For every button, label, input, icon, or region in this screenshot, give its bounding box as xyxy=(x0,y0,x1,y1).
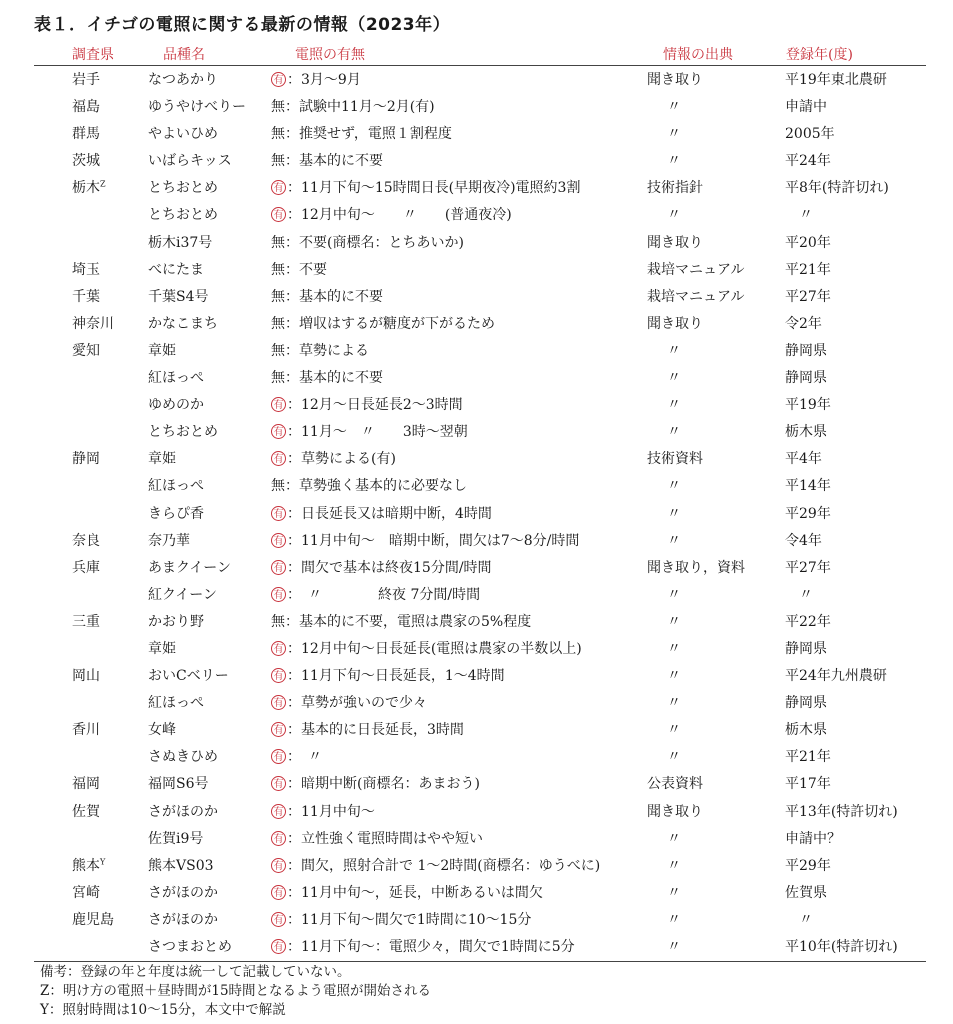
cell-pref xyxy=(72,284,100,311)
cell-pref xyxy=(72,717,100,744)
cell-year: 〃 xyxy=(785,586,813,603)
cell-lighting xyxy=(271,609,531,636)
cell-source: 〃 xyxy=(667,939,681,955)
cell-variety: 紅ほっぺ xyxy=(148,370,204,387)
cell-pref xyxy=(72,121,100,148)
header-year: 登録年(度) xyxy=(786,47,853,63)
cell-source: 聞き取り xyxy=(647,315,703,332)
cell-pref xyxy=(72,771,100,798)
table-row xyxy=(0,636,953,663)
cell-lighting xyxy=(271,392,463,419)
table-row xyxy=(0,338,953,365)
pref-text: 群馬 xyxy=(72,126,100,143)
lighting-text: 無：増収はするが糖度が下がるため xyxy=(271,315,495,332)
cell-variety: いばらキッス xyxy=(148,153,232,170)
note-y: Y：照射時間は10～15分，本文中で解説 xyxy=(40,1002,286,1018)
lighting-text: ：12月中旬～日長延長(電照は農家の半数以上) xyxy=(287,640,582,657)
cell-lighting xyxy=(271,799,375,826)
table-row xyxy=(0,257,953,284)
cell-year: 2005年 xyxy=(785,126,835,143)
pref-text: 宮崎 xyxy=(72,884,100,901)
lighting-text: ：11月下旬～間欠で1時間に10～15分 xyxy=(287,911,532,928)
cell-source: 〃 xyxy=(667,722,681,739)
cell-pref xyxy=(72,609,100,636)
cell-year: 平24年 xyxy=(785,153,831,170)
pref-text: 三重 xyxy=(72,613,100,630)
cell-year: 申請中？ xyxy=(785,830,841,847)
cell-lighting xyxy=(271,501,492,528)
table-row xyxy=(0,501,953,528)
cell-variety: 千葉S4号 xyxy=(148,288,209,305)
cell-pref xyxy=(72,528,100,555)
pref-text: 茨城 xyxy=(72,153,100,170)
table-row xyxy=(0,744,953,771)
cell-year: 申請中 xyxy=(785,99,827,116)
yu-circle-mark: 有 xyxy=(271,912,286,927)
cell-lighting xyxy=(271,67,361,94)
table-row xyxy=(0,284,953,311)
cell-variety: とちおとめ xyxy=(148,180,218,197)
pref-text: 神奈川 xyxy=(72,315,114,332)
table-row xyxy=(0,202,953,229)
cell-year: 平8年(特許切れ) xyxy=(785,180,889,197)
cell-source: 〃 xyxy=(667,586,681,603)
table-row xyxy=(0,230,953,257)
header-pref: 調査県 xyxy=(72,47,114,63)
table-row xyxy=(0,609,953,636)
lighting-text: 無：不要 xyxy=(271,261,327,278)
pref-text: 岡山 xyxy=(72,668,100,685)
cell-source: 栽培マニュアル xyxy=(647,288,745,305)
cell-pref xyxy=(72,148,100,175)
cell-lighting xyxy=(271,744,322,771)
cell-year: 平13年(特許切れ) xyxy=(785,803,898,820)
cell-pref xyxy=(72,907,114,934)
cell-source: 技術資料 xyxy=(647,451,703,468)
table-row xyxy=(0,121,953,148)
table-row xyxy=(0,771,953,798)
cell-source: 〃 xyxy=(667,911,681,928)
cell-source: 〃 xyxy=(667,857,681,874)
cell-pref xyxy=(72,853,105,880)
table-row xyxy=(0,690,953,717)
cell-variety: 熊本VS03 xyxy=(148,857,214,874)
header-lighting: 電照の有無 xyxy=(295,47,365,63)
table-row xyxy=(0,907,953,934)
pref-text: 佐賀 xyxy=(72,803,100,820)
cell-lighting xyxy=(271,284,383,311)
cell-variety: かおり野 xyxy=(148,613,204,630)
yu-circle-mark: 有 xyxy=(271,695,286,710)
yu-circle-mark: 有 xyxy=(271,72,286,87)
header-source: 情報の出典 xyxy=(663,47,733,63)
cell-variety: 栃木i37号 xyxy=(148,234,213,251)
table-row xyxy=(0,365,953,392)
cell-lighting xyxy=(271,663,505,690)
cell-lighting xyxy=(271,446,396,473)
cell-pref xyxy=(72,555,100,582)
cell-variety: さつまおとめ xyxy=(148,939,232,955)
cell-source: 聞き取り xyxy=(647,72,703,88)
yu-circle-mark: 有 xyxy=(271,533,286,548)
cell-variety: 紅ほっぺ xyxy=(148,478,204,495)
table-row xyxy=(0,853,953,880)
cell-lighting xyxy=(271,148,383,175)
cell-source: 〃 xyxy=(667,640,681,657)
lighting-text: ：11月中旬～ 暗期中断，間欠は7～8分/時間 xyxy=(287,532,580,549)
cell-year: 静岡県 xyxy=(785,342,827,359)
cell-pref xyxy=(72,94,100,121)
cell-source: 〃 xyxy=(667,613,681,630)
cell-year: 平14年 xyxy=(785,478,831,495)
cell-lighting xyxy=(271,853,600,880)
cell-variety: きらぴ香 xyxy=(148,505,204,522)
table-title: 表１．イチゴの電照に関する最新の情報（2023年） xyxy=(34,15,451,35)
table-row xyxy=(0,311,953,338)
cell-lighting xyxy=(271,338,369,365)
table-row xyxy=(0,392,953,419)
table-header xyxy=(0,42,953,64)
lighting-text: 無：草勢強く基本的に必要なし xyxy=(271,478,467,495)
cell-year: 平19年 xyxy=(785,397,831,414)
cell-year: 静岡県 xyxy=(785,640,827,657)
cell-lighting xyxy=(271,419,468,446)
pref-text: 福島 xyxy=(72,99,100,116)
lighting-text: ：11月下旬～15時間日長(早期夜冷)電照約3割 xyxy=(287,180,581,197)
lighting-text: ：暗期中断(商標名：あまおう) xyxy=(287,776,480,793)
table-row xyxy=(0,555,953,582)
cell-year: 平27年 xyxy=(785,288,831,305)
cell-source: 〃 xyxy=(667,99,681,116)
cell-pref xyxy=(72,663,100,690)
cell-year: 〃 xyxy=(785,207,813,224)
table-row xyxy=(0,717,953,744)
cell-lighting xyxy=(271,257,327,284)
cell-variety: あまクイーン xyxy=(148,559,232,576)
table-bottom-rule xyxy=(34,961,926,962)
cell-variety: とちおとめ xyxy=(148,424,218,441)
cell-lighting xyxy=(271,528,579,555)
lighting-text: 無：草勢による xyxy=(271,342,369,359)
table-notes xyxy=(40,963,431,1020)
cell-source: 〃 xyxy=(667,830,681,847)
yu-circle-mark: 有 xyxy=(271,858,286,873)
cell-variety: 佐賀i9号 xyxy=(148,830,204,847)
cell-year: 令4年 xyxy=(785,532,822,549)
yu-circle-mark: 有 xyxy=(271,207,286,222)
cell-lighting xyxy=(271,202,512,229)
lighting-text: ：11月中旬～，延長，中断あるいは間欠 xyxy=(287,884,543,901)
cell-source: 〃 xyxy=(667,749,681,766)
cell-lighting xyxy=(271,934,575,961)
lighting-text: ：11月～ 〃 3時～翌朝 xyxy=(287,424,468,441)
lighting-text: ：立性強く電照時間はやや短い xyxy=(287,830,483,847)
pref-text: 熊本 xyxy=(72,857,100,874)
table-row xyxy=(0,473,953,500)
lighting-text: ： 〃 xyxy=(287,749,322,766)
cell-lighting xyxy=(271,717,464,744)
lighting-text: ：11月下旬～：電照少々，間欠で1時間に5分 xyxy=(287,939,575,955)
cell-variety: さがほのか xyxy=(148,911,218,928)
yu-circle-mark: 有 xyxy=(271,668,286,683)
cell-pref xyxy=(72,880,100,907)
cell-lighting xyxy=(271,826,483,853)
cell-year: 平19年東北農研 xyxy=(785,72,887,88)
yu-circle-mark: 有 xyxy=(271,722,286,737)
yu-circle-mark: 有 xyxy=(271,749,286,764)
cell-year: 平10年(特許切れ) xyxy=(785,939,898,955)
yu-circle-mark: 有 xyxy=(271,885,286,900)
yu-circle-mark: 有 xyxy=(271,939,286,954)
cell-variety: とちおとめ xyxy=(148,207,218,224)
cell-variety: なつあかり xyxy=(148,72,218,88)
yu-circle-mark: 有 xyxy=(271,587,286,602)
lighting-text: 無：基本的に不要，電照は農家の5%程度 xyxy=(271,613,532,630)
cell-source: 公表資料 xyxy=(647,776,703,793)
cell-variety: さがほのか xyxy=(148,884,218,901)
cell-lighting xyxy=(271,555,492,582)
cell-year: 静岡県 xyxy=(785,370,827,387)
cell-pref xyxy=(72,67,100,94)
table-row xyxy=(0,799,953,826)
cell-lighting xyxy=(271,230,464,257)
cell-lighting xyxy=(271,94,435,121)
table-row xyxy=(0,94,953,121)
pref-footnote-mark: Z xyxy=(100,179,106,189)
cell-year: 栃木県 xyxy=(785,722,827,739)
cell-year: 平22年 xyxy=(785,613,831,630)
cell-variety: ゆめのか xyxy=(148,397,204,414)
cell-variety: おいCベリー xyxy=(148,668,229,685)
yu-circle-mark: 有 xyxy=(271,776,286,791)
cell-source: 〃 xyxy=(667,884,681,901)
cell-source: 〃 xyxy=(667,478,681,495)
cell-variety: さがほのか xyxy=(148,803,218,820)
cell-source: 〃 xyxy=(667,207,681,224)
cell-variety: 章姫 xyxy=(148,451,176,468)
cell-variety: べにたま xyxy=(148,261,204,278)
cell-lighting xyxy=(271,690,427,717)
cell-year: 平29年 xyxy=(785,857,831,874)
cell-lighting xyxy=(271,636,582,663)
lighting-text: 無：基本的に不要 xyxy=(271,370,383,387)
pref-text: 奈良 xyxy=(72,532,100,549)
table-top-rule xyxy=(34,65,926,66)
cell-pref xyxy=(72,175,106,202)
note-z: Z：明け方の電照＋昼時間が15時間となるよう電照が開始される xyxy=(40,983,432,999)
pref-text: 千葉 xyxy=(72,288,100,305)
cell-source: 栽培マニュアル xyxy=(647,261,745,278)
pref-text: 埼玉 xyxy=(72,261,100,278)
cell-variety: 章姫 xyxy=(148,342,176,359)
lighting-text: ：3月～9月 xyxy=(287,72,361,88)
cell-source: 〃 xyxy=(667,370,681,387)
lighting-text: ：日長延長又は暗期中断，4時間 xyxy=(287,505,492,522)
cell-year: 平21年 xyxy=(785,749,831,766)
pref-text: 兵庫 xyxy=(72,559,100,576)
lighting-text: ：草勢が強いので少々 xyxy=(287,695,427,712)
lighting-text: 無：基本的に不要 xyxy=(271,288,383,305)
cell-source: 〃 xyxy=(667,153,681,170)
cell-variety: かなこまち xyxy=(148,315,218,332)
cell-source: 〃 xyxy=(667,505,681,522)
lighting-text: 無：不要(商標名：とちあいか) xyxy=(271,234,464,251)
cell-source: 〃 xyxy=(667,397,681,414)
cell-pref xyxy=(72,799,100,826)
lighting-text: ：11月中旬～ xyxy=(287,803,375,820)
pref-text: 栃木 xyxy=(72,180,100,197)
table-row xyxy=(0,175,953,202)
cell-lighting xyxy=(271,473,467,500)
cell-year: 平24年九州農研 xyxy=(785,668,887,685)
note-remark: 備考：登録の年と年度は統一して記載していない。 xyxy=(40,964,351,980)
lighting-text: ：間欠で基本は終夜15分間/時間 xyxy=(287,559,492,576)
yu-circle-mark: 有 xyxy=(271,397,286,412)
cell-year: 平20年 xyxy=(785,234,831,251)
pref-footnote-mark: Y xyxy=(100,857,106,867)
lighting-text: ：12月中旬～ 〃 (普通夜冷) xyxy=(287,207,512,224)
table-body xyxy=(0,67,953,961)
yu-circle-mark: 有 xyxy=(271,560,286,575)
cell-pref xyxy=(72,311,114,338)
lighting-text: ：11月下旬～日長延長，1～4時間 xyxy=(287,668,505,685)
table-row xyxy=(0,934,953,961)
cell-variety: 女峰 xyxy=(148,722,176,739)
table-row xyxy=(0,446,953,473)
cell-variety: ゆうやけべりー xyxy=(148,99,246,116)
cell-year: 〃 xyxy=(785,911,813,928)
pref-text: 福岡 xyxy=(72,776,100,793)
table-row xyxy=(0,880,953,907)
table-row xyxy=(0,419,953,446)
cell-variety: 奈乃華 xyxy=(148,532,190,549)
lighting-text: ：12月～日長延長2～3時間 xyxy=(287,397,463,414)
yu-circle-mark: 有 xyxy=(271,641,286,656)
cell-year: 令2年 xyxy=(785,315,822,332)
lighting-text: ：草勢による(有) xyxy=(287,451,396,468)
table-row xyxy=(0,528,953,555)
pref-text: 岩手 xyxy=(72,72,100,88)
cell-lighting xyxy=(271,771,480,798)
cell-pref xyxy=(72,338,100,365)
lighting-text: ：基本的に日長延長，3時間 xyxy=(287,722,464,739)
cell-variety: さぬきひめ xyxy=(148,749,218,766)
header-variety: 品種名 xyxy=(163,47,205,63)
yu-circle-mark: 有 xyxy=(271,804,286,819)
cell-lighting xyxy=(271,907,531,934)
cell-source: 〃 xyxy=(667,695,681,712)
table-row xyxy=(0,663,953,690)
cell-variety: 紅クイーン xyxy=(148,586,218,603)
cell-variety: 福岡S6号 xyxy=(148,776,209,793)
cell-year: 佐賀県 xyxy=(785,884,827,901)
pref-text: 静岡 xyxy=(72,451,100,468)
cell-pref xyxy=(72,446,100,473)
cell-year: 平17年 xyxy=(785,776,831,793)
cell-lighting xyxy=(271,175,580,202)
cell-year: 栃木県 xyxy=(785,424,827,441)
cell-year: 静岡県 xyxy=(785,695,827,712)
cell-pref xyxy=(72,257,100,284)
lighting-text: 無：基本的に不要 xyxy=(271,153,383,170)
lighting-text: ： 〃 終夜 7分間/時間 xyxy=(287,586,481,603)
cell-year: 平27年 xyxy=(785,559,831,576)
cell-year: 平21年 xyxy=(785,261,831,278)
cell-lighting xyxy=(271,311,495,338)
cell-source: 聞き取り xyxy=(647,803,703,820)
lighting-text: ：間欠，照射合計で 1～2時間(商標名：ゆうべに) xyxy=(287,857,601,874)
table-row xyxy=(0,148,953,175)
cell-variety: 章姫 xyxy=(148,640,176,657)
yu-circle-mark: 有 xyxy=(271,451,286,466)
pref-text: 愛知 xyxy=(72,342,100,359)
cell-source: 技術指針 xyxy=(647,180,703,197)
cell-lighting xyxy=(271,365,383,392)
cell-variety: 紅ほっぺ xyxy=(148,695,204,712)
cell-year: 平4年 xyxy=(785,451,822,468)
cell-variety: やよいひめ xyxy=(148,126,218,143)
pref-text: 鹿児島 xyxy=(72,911,114,928)
cell-source: 〃 xyxy=(667,532,681,549)
cell-source: 〃 xyxy=(667,126,681,143)
lighting-text: 無：試験中11月～2月(有) xyxy=(271,99,435,116)
table-row xyxy=(0,582,953,609)
cell-lighting xyxy=(271,121,452,148)
cell-source: 聞き取り xyxy=(647,234,703,251)
yu-circle-mark: 有 xyxy=(271,180,286,195)
cell-lighting xyxy=(271,582,480,609)
yu-circle-mark: 有 xyxy=(271,831,286,846)
pref-text: 香川 xyxy=(72,722,100,739)
cell-source: 〃 xyxy=(667,342,681,359)
cell-lighting xyxy=(271,880,543,907)
cell-source: 〃 xyxy=(667,668,681,685)
cell-source: 聞き取り，資料 xyxy=(647,559,745,576)
table-row xyxy=(0,67,953,94)
yu-circle-mark: 有 xyxy=(271,506,286,521)
yu-circle-mark: 有 xyxy=(271,424,286,439)
cell-year: 平29年 xyxy=(785,505,831,522)
cell-source: 〃 xyxy=(667,424,681,441)
table-row xyxy=(0,826,953,853)
lighting-text: 無：推奨せず，電照１割程度 xyxy=(271,126,452,143)
